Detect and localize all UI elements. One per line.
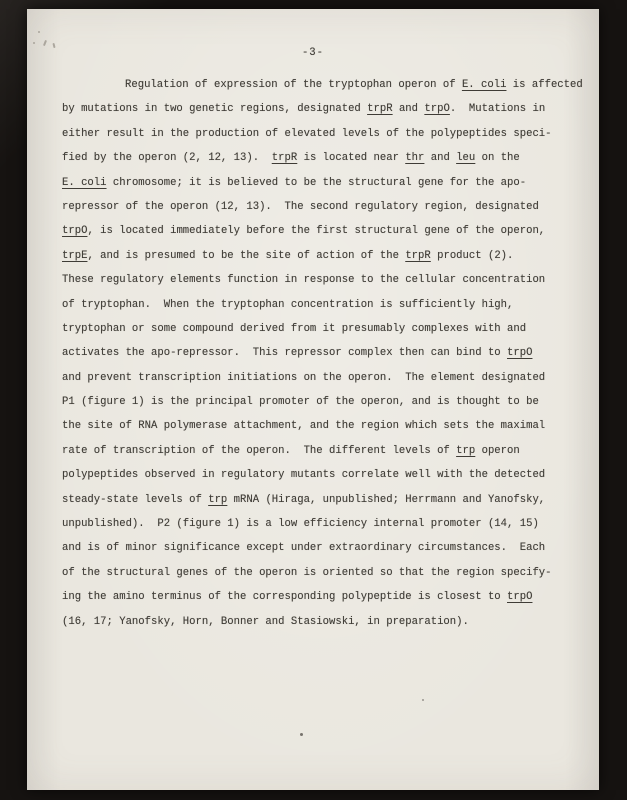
text-line — [62, 610, 579, 634]
text-segment: and — [392, 103, 425, 116]
text-line — [62, 390, 579, 414]
text-line — [62, 561, 579, 585]
text-segment: and is of minor significance except under extraordinary circumstances. Each — [62, 542, 546, 555]
pencil-dot — [33, 42, 35, 44]
text-segment: of the structural genes of the operon is oriented so that the region specify- — [62, 566, 552, 579]
text-segment: activates the apo-repressor. This repressor complex then can bind to — [62, 347, 508, 360]
underlined-term: trpO — [62, 225, 88, 238]
text-segment: either result in the production of elevated levels of the polypeptides speci- — [62, 127, 552, 140]
underlined-term: trp — [208, 493, 228, 506]
text-segment: and — [424, 152, 457, 165]
text-line — [62, 268, 579, 292]
text-segment: P1 (figure 1) is the principal promoter of the operon, and is thought to be — [62, 396, 539, 409]
pencil-dot — [38, 31, 40, 33]
text-line — [62, 414, 579, 438]
underlined-term: trpO — [507, 591, 533, 604]
text-segment: . Mutations in — [449, 103, 546, 116]
text-line — [62, 195, 579, 219]
underlined-term: trpR — [405, 249, 431, 262]
text-segment: (16, 17; Yanofsky, Horn, Bonner and Stasiowski, in preparation). — [62, 615, 469, 628]
underlined-term: E. coli — [62, 176, 107, 189]
document-page — [27, 9, 599, 790]
stray-ink-mark — [300, 733, 303, 736]
text-line — [62, 122, 579, 146]
text-segment: the site of RNA polymerase attachment, and the region which sets the maximal — [62, 420, 546, 433]
text-segment: steady-state levels of — [62, 493, 209, 506]
text-segment: operon — [475, 444, 520, 457]
text-line — [62, 146, 579, 170]
text-segment: Regulation of expression of the tryptophan operon of — [125, 79, 462, 91]
text-segment: unpublished). P2 (figure 1) is a low efficiency internal promoter (14, 15) — [62, 518, 539, 531]
text-segment: and prevent transcription initiations on the operon. The element designated — [62, 371, 546, 384]
text-line — [62, 244, 579, 268]
text-segment: tryptophan or some compound derived from it presumably complexes with and — [62, 322, 527, 335]
text-line — [62, 219, 579, 243]
text-line — [62, 97, 579, 121]
text-line — [62, 171, 579, 195]
page-number: -3- — [301, 47, 325, 59]
text-segment: mRNA (Hiraga, unpublished; Herrmann and Yanofsky, — [227, 493, 546, 506]
underlined-term: thr — [405, 152, 425, 165]
text-line — [62, 341, 579, 365]
underlined-term: trpR — [271, 152, 298, 165]
pencil-stroke — [43, 40, 47, 46]
text-segment: by mutations in two genetic regions, designated — [62, 103, 368, 116]
text-line — [62, 488, 579, 512]
text-segment: of tryptophan. When the tryptophan concentration is sufficiently high, — [62, 298, 514, 311]
text-segment: ing the amino terminus of the corresponding polypeptide is closest to — [62, 591, 508, 604]
text-segment: is located near — [297, 152, 406, 165]
text-segment: is affected — [506, 79, 583, 91]
underlined-term: E. coli — [461, 79, 507, 91]
text-line — [62, 512, 579, 536]
text-segment: These regulatory elements function in response to the cellular concentration — [62, 274, 546, 287]
text-line — [62, 293, 579, 317]
underlined-term: trpR — [367, 103, 393, 116]
text-segment: rate of transcription of the operon. The different levels of — [62, 444, 457, 457]
underlined-term: trpE — [62, 249, 88, 262]
text-line — [62, 317, 579, 341]
text-segment: repressor of the operon (12, 13). The second regulatory region, designated — [62, 200, 539, 213]
text-segment: , is located immediately before the first structural gene of the operon, — [87, 225, 546, 238]
text-line — [62, 585, 579, 609]
text-segment: , and is presumed to be the site of action of the — [87, 249, 406, 262]
text-line — [62, 536, 579, 560]
text-line — [62, 439, 579, 463]
underlined-term: leu — [456, 152, 476, 165]
underlined-term: trpO — [424, 103, 450, 116]
text-segment: chromosome; it is believed to be the structural gene for the apo- — [106, 176, 527, 189]
text-line — [62, 73, 583, 97]
text-line — [62, 366, 579, 390]
text-segment: fied by the operon (2, 12, 13). — [62, 152, 272, 165]
text-segment: on the — [475, 152, 520, 165]
paragraph-body — [62, 73, 583, 634]
text-line — [62, 463, 579, 487]
underlined-term: trp — [456, 444, 476, 457]
text-segment: polypeptides observed in regulatory mutants correlate well with the detected — [62, 469, 546, 482]
underlined-term: trpO — [507, 347, 533, 360]
stray-ink-mark — [422, 699, 424, 701]
text-segment: product (2). — [430, 249, 514, 262]
